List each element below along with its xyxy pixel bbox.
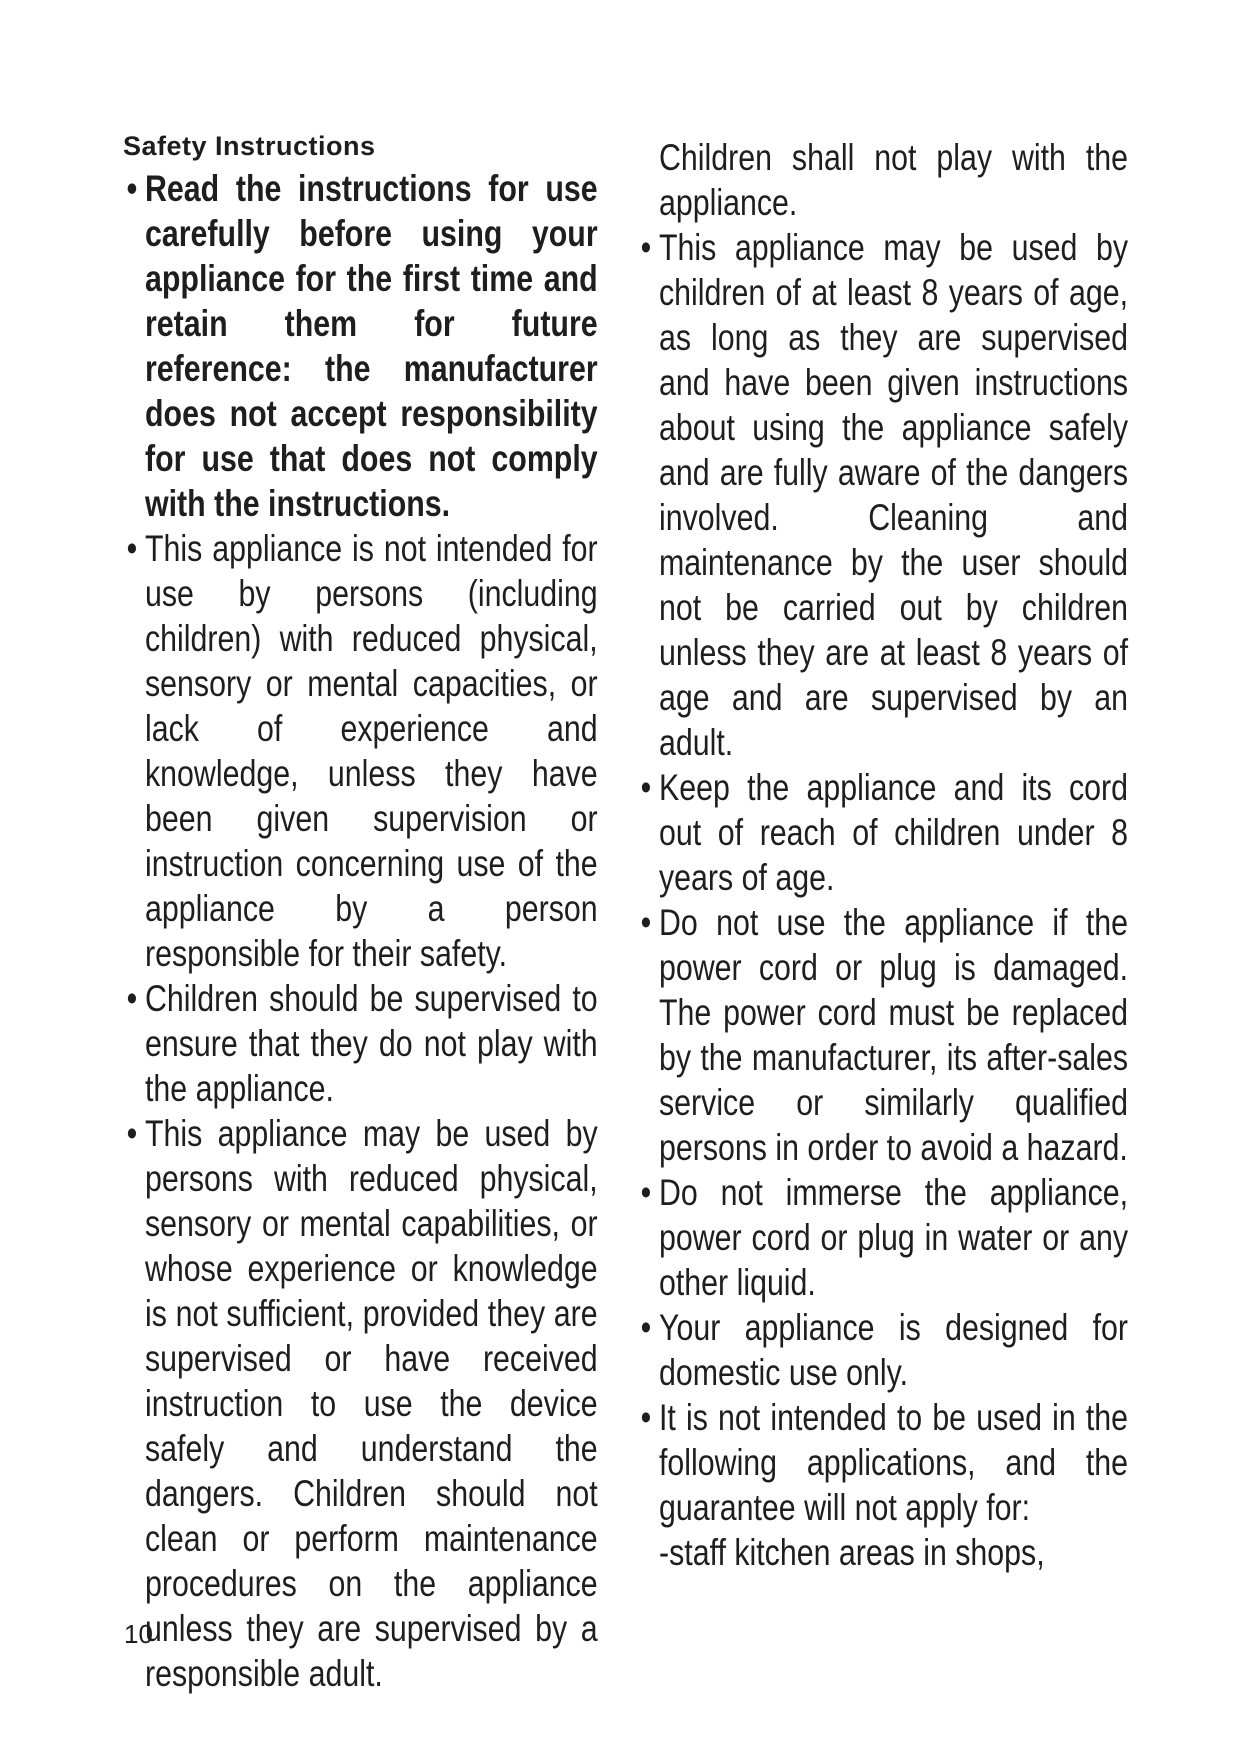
sub-list-item: -staff kitchen areas in shops, xyxy=(659,1532,1045,1573)
bullet-icon: • xyxy=(640,902,652,943)
instruction-item xyxy=(640,1305,1129,1395)
bullet-icon: • xyxy=(126,168,138,209)
instruction-text: Do not immerse the appliance, power cord or plug in water or any other liquid. xyxy=(659,1172,1129,1303)
bullet-icon: • xyxy=(640,767,652,808)
instruction-text: This appliance is not intended for use by persons (including children) with reduced physical, sensory or mental capacities, or lack of experience and knowledge, unless they have been given supervision or instruction concerning use of the appliance by a person responsible for their safety. xyxy=(145,528,598,974)
section-title: Safety Instructions xyxy=(123,131,376,161)
bullet-icon: • xyxy=(126,528,138,569)
instruction-item xyxy=(126,526,598,976)
bullet-icon: • xyxy=(640,227,652,268)
instruction-text: This appliance may be used by persons with reduced physical, sensory or mental capabilities, or whose experience or knowledge is not sufficient, provided they are supervised or have received instruction to use the device safely and understand the dangers. Children should not clean or perform maintenance procedures on the appliance unless they are supervised by a responsible adult. xyxy=(145,1113,598,1694)
instruction-item xyxy=(126,976,598,1111)
instruction-text: It is not intended to be used in the following applications, and the guarantee will not apply for: xyxy=(659,1397,1129,1528)
page-number: 10 xyxy=(124,1619,153,1649)
instruction-item xyxy=(640,765,1129,900)
instruction-item xyxy=(640,900,1129,1170)
instruction-text: Keep the appliance and its cord out of reach of children under 8 years of age. xyxy=(659,767,1129,898)
bullet-icon: • xyxy=(640,1172,652,1213)
instruction-text: This appliance may be used by children of at least 8 years of age, as long as they are supervised and have been given instructions about using the appliance safely and are fully aware of the dangers involved. Cleaning and maintenance by the user should not be carried out by children unless they are at least 8 years of age and are supervised by an adult. xyxy=(659,227,1129,763)
continuation-text: Children shall not play with the appliance. xyxy=(659,137,1129,223)
right-column xyxy=(640,135,1129,1575)
bullet-icon: • xyxy=(640,1307,652,1348)
bullet-icon: • xyxy=(126,1113,138,1154)
instruction-text: Children should be supervised to ensure that they do not play with the appliance. xyxy=(145,978,598,1109)
instruction-item xyxy=(640,1395,1129,1530)
bullet-icon: • xyxy=(640,1397,652,1438)
instruction-item xyxy=(126,166,598,526)
instruction-item xyxy=(640,225,1129,765)
bullet-icon: • xyxy=(126,978,138,1019)
instruction-item xyxy=(640,1170,1129,1305)
instruction-text: Read the instructions for use carefully before using your appliance for the first time and retain them for future reference: the manufacturer does not accept responsibility for use that does not comply with the instructions. xyxy=(145,168,598,524)
instruction-text: Your appliance is designed for domestic use only. xyxy=(659,1307,1129,1393)
instruction-text: Do not use the appliance if the power cord or plug is damaged. The power cord must be replaced by the manufacturer, its after-sales service or similarly qualified persons in order to avoid a hazard. xyxy=(659,902,1129,1168)
